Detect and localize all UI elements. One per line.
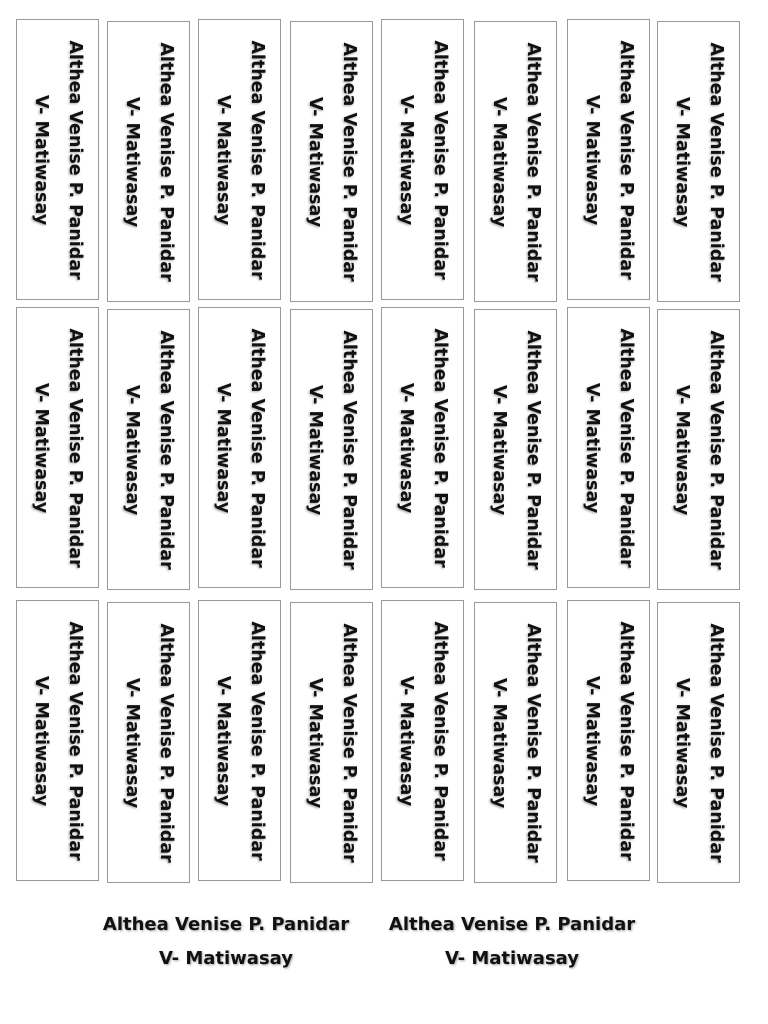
name-label xyxy=(16,600,99,881)
bottom-label-left xyxy=(90,902,362,986)
name-label xyxy=(16,19,99,300)
label-name: Althea Venise P. Panidar xyxy=(429,39,450,280)
name-label xyxy=(107,21,190,302)
label-name: Althea Venise P. Panidar xyxy=(246,39,267,280)
label-section: V- Matiwasay xyxy=(30,382,51,513)
label-name: Althea Venise P. Panidar xyxy=(64,620,85,861)
label-section: V- Matiwasay xyxy=(671,677,692,808)
name-label-text xyxy=(665,607,733,879)
name-label-text xyxy=(298,607,366,879)
name-label xyxy=(657,602,740,883)
name-label-text xyxy=(575,605,643,877)
label-name: Althea Venise P. Panidar xyxy=(429,620,450,861)
name-label-text xyxy=(298,26,366,298)
label-section: V- Matiwasay xyxy=(304,677,325,808)
name-label xyxy=(107,309,190,590)
label-name: Althea Venise P. Panidar xyxy=(64,327,85,568)
name-label-text xyxy=(665,26,733,298)
label-name: Althea Venise P. Panidar xyxy=(246,327,267,568)
name-label-text xyxy=(206,312,274,584)
label-section: V- Matiwasay xyxy=(488,384,509,515)
name-label xyxy=(198,307,281,588)
label-section: V- Matiwasay xyxy=(488,96,509,227)
label-section: V- Matiwasay xyxy=(581,382,602,513)
name-label xyxy=(474,602,557,883)
label-section: V- Matiwasay xyxy=(395,382,416,513)
name-label xyxy=(474,309,557,590)
name-label-text xyxy=(206,605,274,877)
label-name: Althea Venise P. Panidar xyxy=(615,620,636,861)
name-label xyxy=(198,600,281,881)
name-label xyxy=(290,602,373,883)
name-label xyxy=(16,307,99,588)
bottom-label-right xyxy=(376,902,648,986)
label-section: V- Matiwasay xyxy=(304,96,325,227)
name-label-text xyxy=(389,605,457,877)
label-name: Althea Venise P. Panidar xyxy=(615,327,636,568)
label-section: V- Matiwasay xyxy=(304,384,325,515)
name-label xyxy=(567,307,650,588)
label-name: Althea Venise P. Panidar xyxy=(705,329,726,570)
name-label-text xyxy=(24,312,92,584)
label-name: Althea Venise P. Panidar xyxy=(338,622,359,863)
name-label-text xyxy=(575,312,643,584)
label-section: V- Matiwasay xyxy=(671,96,692,227)
label-section: V- Matiwasay xyxy=(30,94,51,225)
name-label-text xyxy=(389,312,457,584)
name-label xyxy=(474,21,557,302)
label-name: Althea Venise P. Panidar xyxy=(705,41,726,282)
label-name: Althea Venise P. Panidar xyxy=(155,329,176,570)
label-name: Althea Venise P. Panidar xyxy=(155,41,176,282)
name-label xyxy=(198,19,281,300)
label-name: Althea Venise P. Panidar xyxy=(338,329,359,570)
label-name: Althea Venise P. Panidar xyxy=(522,329,543,570)
name-label xyxy=(381,307,464,588)
bottom-label-name: Althea Venise P. Panidar xyxy=(388,914,636,935)
label-name: Althea Venise P. Panidar xyxy=(155,622,176,863)
name-label-text xyxy=(24,24,92,296)
label-section: V- Matiwasay xyxy=(581,675,602,806)
label-name: Althea Venise P. Panidar xyxy=(429,327,450,568)
label-section: V- Matiwasay xyxy=(671,384,692,515)
label-section: V- Matiwasay xyxy=(30,675,51,806)
label-name: Althea Venise P. Panidar xyxy=(338,41,359,282)
label-section: V- Matiwasay xyxy=(212,382,233,513)
name-label-text xyxy=(482,607,550,879)
bottom-label-section: V- Matiwasay xyxy=(158,948,293,969)
name-label xyxy=(567,600,650,881)
name-label-text xyxy=(24,605,92,877)
name-label-text xyxy=(115,314,183,586)
name-label xyxy=(657,21,740,302)
name-label-text xyxy=(389,24,457,296)
name-label xyxy=(567,19,650,300)
name-label-text xyxy=(575,24,643,296)
label-section: V- Matiwasay xyxy=(395,94,416,225)
bottom-label-name: Althea Venise P. Panidar xyxy=(102,914,350,935)
label-section: V- Matiwasay xyxy=(212,94,233,225)
name-label-text xyxy=(665,314,733,586)
name-label-text xyxy=(115,26,183,298)
label-section: V- Matiwasay xyxy=(395,675,416,806)
label-section: V- Matiwasay xyxy=(488,677,509,808)
label-section: V- Matiwasay xyxy=(581,94,602,225)
label-name: Althea Venise P. Panidar xyxy=(246,620,267,861)
name-label xyxy=(290,21,373,302)
bottom-label-section: V- Matiwasay xyxy=(444,948,579,969)
label-section: V- Matiwasay xyxy=(121,677,142,808)
name-label xyxy=(290,309,373,590)
label-section: V- Matiwasay xyxy=(121,96,142,227)
name-label xyxy=(657,309,740,590)
label-name: Althea Venise P. Panidar xyxy=(522,622,543,863)
label-name: Althea Venise P. Panidar xyxy=(522,41,543,282)
label-name: Althea Venise P. Panidar xyxy=(64,39,85,280)
name-label-text xyxy=(206,24,274,296)
label-section: V- Matiwasay xyxy=(212,675,233,806)
name-label-text xyxy=(482,26,550,298)
label-name: Althea Venise P. Panidar xyxy=(615,39,636,280)
label-section: V- Matiwasay xyxy=(121,384,142,515)
name-label xyxy=(381,19,464,300)
name-label-text xyxy=(298,314,366,586)
label-name: Althea Venise P. Panidar xyxy=(705,622,726,863)
name-label xyxy=(381,600,464,881)
name-label xyxy=(107,602,190,883)
name-label-text xyxy=(115,607,183,879)
name-label-text xyxy=(482,314,550,586)
